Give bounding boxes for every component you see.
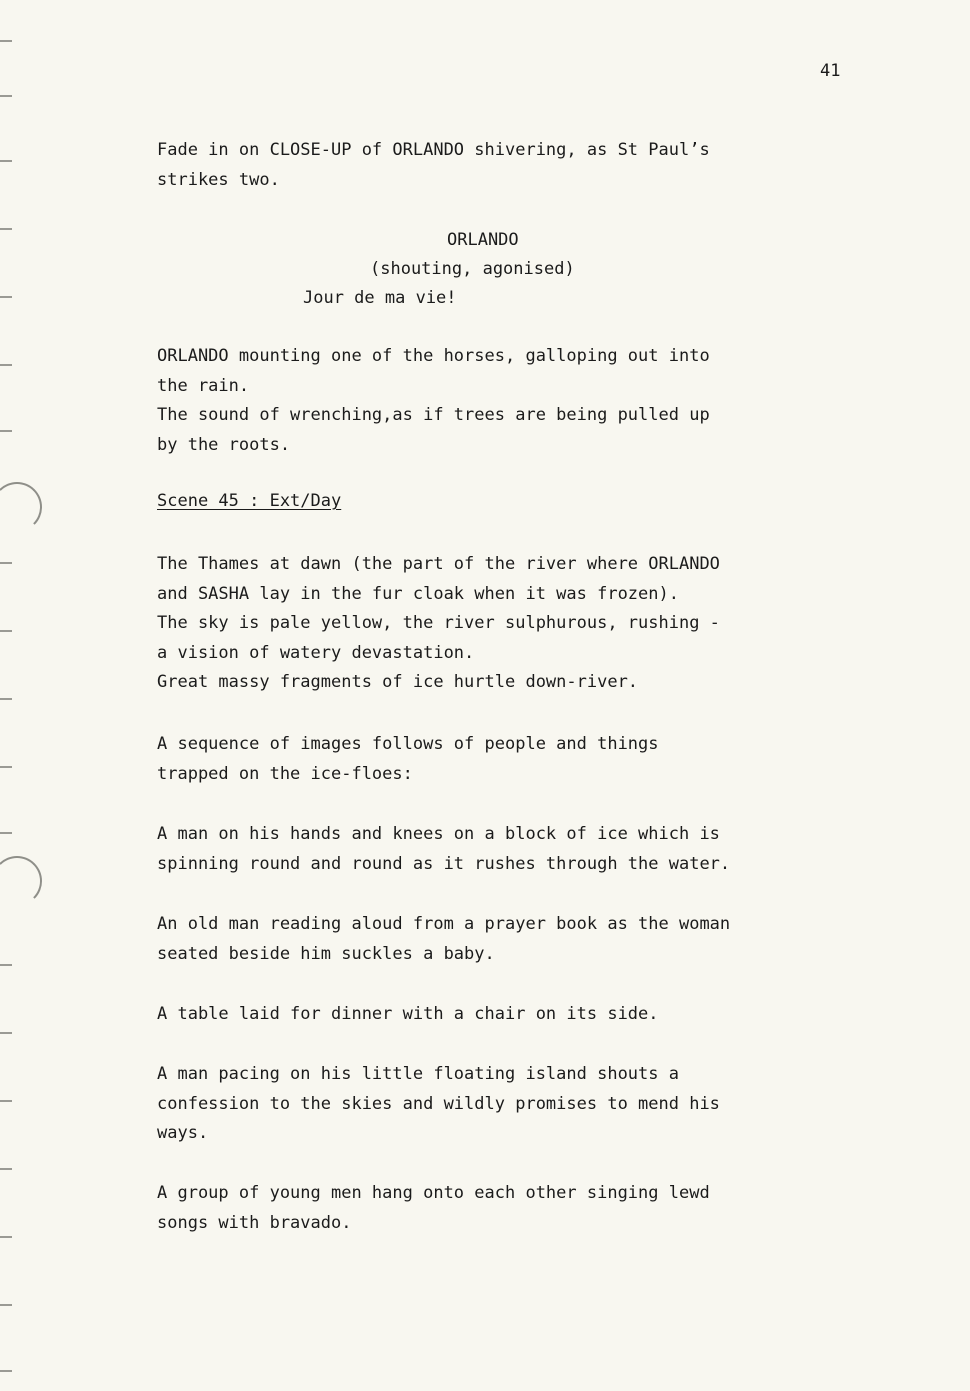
action-paragraph: A group of young men hang onto each other singing lewd songs with bravado. (157, 1183, 710, 1233)
binder-tick (0, 1370, 12, 1372)
binder-tick (0, 228, 12, 230)
binder-tick (0, 40, 12, 42)
binder-tick (0, 766, 12, 768)
binder-tick (0, 430, 12, 432)
binder-tick (0, 160, 12, 162)
page-number: 41 (820, 61, 841, 81)
binder-tick (0, 832, 12, 834)
action-paragraph: An old man reading aloud from a prayer book as the woman seated beside him suckles a baby. (157, 914, 731, 964)
binder-tick (0, 698, 12, 700)
action-paragraph: ORLANDO mounting one of the horses, galloping out into the rain. The sound of wrenching,as if trees are being pulled up by the roots. (157, 346, 710, 455)
action-paragraph: The Thames at dawn (the part of the river where ORLANDO and SASHA lay in the fur cloak when it was frozen). The sky is pale yellow, the river sulphurous, rushing - a vision of watery devastation. Great massy fragments of ice hurtle down-river. (157, 554, 720, 692)
binder-tick (0, 562, 12, 564)
binder-tick (0, 1032, 12, 1034)
punch-hole (0, 856, 42, 906)
action-paragraph: A man on his hands and knees on a block of ice which is spinning round and round as it rushes through the water. (157, 824, 731, 874)
binder-tick (0, 1304, 12, 1306)
action-paragraph: A man pacing on his little floating island shouts a confession to the skies and wildly promises to mend his ways. (157, 1064, 720, 1143)
punch-hole (0, 482, 42, 532)
binder-tick (0, 1100, 12, 1102)
binder-tick (0, 364, 12, 366)
binder-tick (0, 630, 12, 632)
binder-tick (0, 1236, 12, 1238)
dialogue-parenthetical: (shouting, agonised) (370, 259, 575, 279)
action-paragraph: Fade in on CLOSE-UP of ORLANDO shivering, as St Paul’s strikes two. (157, 140, 710, 190)
binder-tick (0, 964, 12, 966)
action-paragraph: A table laid for dinner with a chair on its side. (157, 1004, 659, 1024)
binder-tick (0, 296, 12, 298)
scene-heading: Scene 45 : Ext/Day (157, 491, 342, 511)
binder-tick (0, 95, 12, 97)
dialogue-character-name: ORLANDO (447, 230, 519, 250)
action-paragraph: A sequence of images follows of people and things trapped on the ice-floes: (157, 734, 659, 784)
binder-tick (0, 1168, 12, 1170)
dialogue-line: Jour de ma vie! (303, 288, 457, 308)
